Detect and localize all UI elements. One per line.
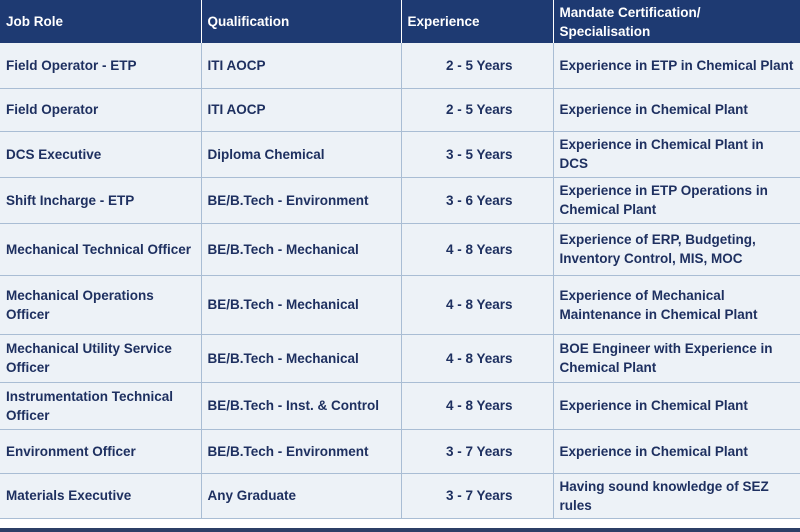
- cell-job-role: Environment Officer: [0, 429, 201, 473]
- cell-experience: 3 - 6 Years: [401, 177, 553, 223]
- table-row: [0, 88, 800, 131]
- cell-experience: 3 - 5 Years: [401, 131, 553, 177]
- cell-mandate: Experience of ERP, Budgeting, Inventory Control, MIS, MOC: [553, 223, 800, 275]
- cell-experience: 2 - 5 Years: [401, 88, 553, 131]
- cell-experience: 4 - 8 Years: [401, 223, 553, 275]
- cell-job-role: Field Operator: [0, 88, 201, 131]
- table-row: [0, 275, 800, 334]
- cell-mandate: Experience in Chemical Plant: [553, 88, 800, 131]
- cell-qualification: BE/B.Tech - Environment: [201, 429, 401, 473]
- cell-job-role: Mechanical Technical Officer: [0, 223, 201, 275]
- cell-job-role: Shift Incharge - ETP: [0, 177, 201, 223]
- cell-experience: 4 - 8 Years: [401, 275, 553, 334]
- cell-experience: 4 - 8 Years: [401, 382, 553, 429]
- cell-qualification: BE/B.Tech - Mechanical: [201, 334, 401, 382]
- cell-qualification: Any Graduate: [201, 473, 401, 518]
- table-row: [0, 177, 800, 223]
- header-qualification: Qualification: [201, 0, 401, 43]
- cell-mandate: Experience in Chemical Plant: [553, 382, 800, 429]
- header-experience: Experience: [401, 0, 553, 43]
- table-row: [0, 429, 800, 473]
- cell-job-role: Field Operator - ETP: [0, 43, 201, 88]
- table-row: [0, 382, 800, 429]
- cell-qualification: BE/B.Tech - Mechanical: [201, 275, 401, 334]
- cell-mandate: Experience in ETP Operations in Chemical Plant: [553, 177, 800, 223]
- table-row: [0, 473, 800, 518]
- header-mandate-certification: Mandate Certification/ Specialisation: [553, 0, 800, 43]
- cell-job-role: Mechanical Utility Service Officer: [0, 334, 201, 382]
- cell-job-role: Materials Executive: [0, 473, 201, 518]
- cell-qualification: BE/B.Tech - Mechanical: [201, 223, 401, 275]
- table-row: [0, 223, 800, 275]
- cell-experience: 3 - 7 Years: [401, 473, 553, 518]
- table-row: [0, 334, 800, 382]
- cell-experience: 3 - 7 Years: [401, 429, 553, 473]
- cell-mandate: Experience in Chemical Plant in DCS: [553, 131, 800, 177]
- cell-job-role: DCS Executive: [0, 131, 201, 177]
- table-row: [0, 43, 800, 88]
- cell-mandate: BOE Engineer with Experience in Chemical Plant: [553, 334, 800, 382]
- cell-mandate: Having sound knowledge of SEZ rules: [553, 473, 800, 518]
- cell-experience: 2 - 5 Years: [401, 43, 553, 88]
- cell-experience: 4 - 8 Years: [401, 334, 553, 382]
- cell-qualification: BE/B.Tech - Environment: [201, 177, 401, 223]
- cell-mandate: Experience in Chemical Plant: [553, 429, 800, 473]
- cell-qualification: ITI AOCP: [201, 88, 401, 131]
- cell-job-role: Instrumentation Technical Officer: [0, 382, 201, 429]
- table-header-row: [0, 0, 800, 43]
- table-row: [0, 131, 800, 177]
- cell-qualification: Diploma Chemical: [201, 131, 401, 177]
- cell-job-role: Mechanical Operations Officer: [0, 275, 201, 334]
- cell-mandate: Experience in ETP in Chemical Plant: [553, 43, 800, 88]
- header-job-role: Job Role: [0, 0, 201, 43]
- cell-mandate: Experience of Mechanical Maintenance in Chemical Plant: [553, 275, 800, 334]
- bottom-border-bar: [0, 528, 800, 532]
- cell-qualification: ITI AOCP: [201, 43, 401, 88]
- table-body: [0, 43, 800, 518]
- cell-qualification: BE/B.Tech - Inst. & Control: [201, 382, 401, 429]
